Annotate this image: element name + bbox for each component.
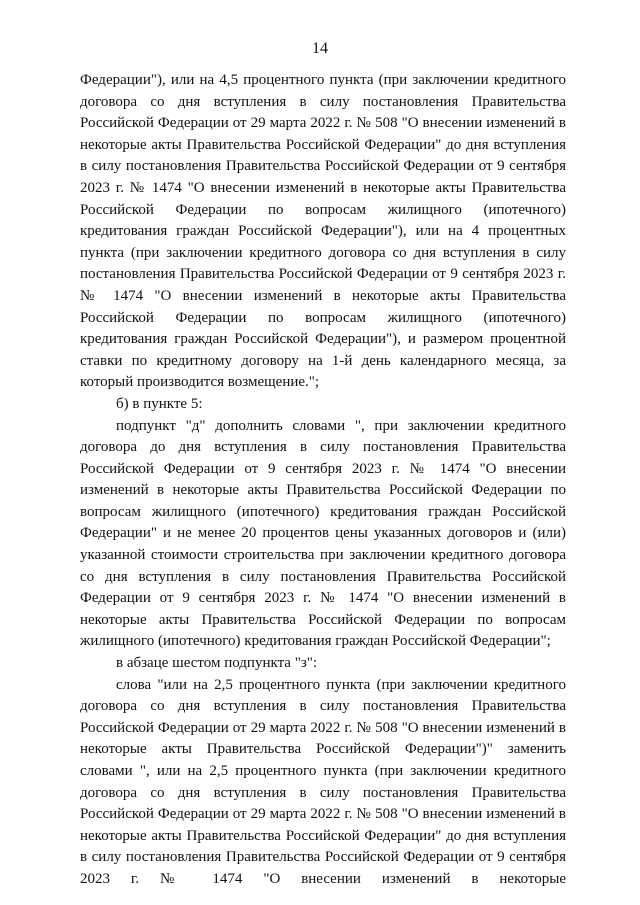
- paragraph-subpoint-d: подпункт "д" дополнить словами ", при заключении кредитного договора до дня вступления в силу постановления Правительства Российской Федерации от 9 сентября 2023 г. № 1474 "О внесении изменений в некоторые акты Правительства Российской Федерации по вопросам жилищного (ипотечного) кредитования граждан Российской Федерации" и не менее 20 процентов цены указанных договоров и (или) указанной стоимости строительства при заключении кредитного договора со дня вступления в силу постановления Правительства Российской Федерации от 9 сентября 2023 г. № 1474 "О внесении изменений в некоторые акты Правительства Российской Федерации по вопросам жилищного (ипотечного) кредитования граждан Российской Федерации";: [80, 417, 566, 650]
- paragraph-replacement-words: слова "или на 2,5 процентного пункта (при заключении кредитного договора со дня вступления в силу постановления Правительства Российской Федерации от 29 марта 2022 г. № 508 "О внесении изменений в некоторые акты Правительства Российской Федерации")" заменить словами ", или на 2,5 процентного пункта (при заключении кредитного договора со дня вступления в силу постановления Правительства Российской Федерации от 29 марта 2022 г. № 508 "О внесении изменений в некоторые акты Правительства Российской Федерации" до дня вступления в силу постановления Правительства Российской Федерации от 9 сентября 2023 г. № 1474 "О внесении изменений в некоторые: [80, 676, 566, 887]
- paragraph-subitem-b: б) в пункте 5:: [116, 395, 203, 412]
- document-body: [80, 70, 566, 891]
- paragraph-paragraph-six: в абзаце шестом подпункта "з":: [116, 655, 318, 672]
- paragraph-continuation: Федерации"), или на 4,5 процентного пункта (при заключении кредитного договора со дня вступления в силу постановления Правительства Российской Федерации от 29 марта 2022 г. № 508 "О внесении изменений в некоторые акты Правительства Российской Федерации" до дня вступления в силу постановления Правительства Российской Федерации от 9 сентября 2023 г. № 1474 "О внесении изменений в некоторые акты Правительства Российской Федерации по вопросам жилищного (ипотечного) кредитования граждан Российской Федерации"), или на 4 процентных пункта (при заключении кредитного договора со дня вступления в силу постановления Правительства Российской Федерации от 9 сентября 2023 г. № 1474 "О внесении изменений в некоторые акты Правительства Российской Федерации по вопросам жилищного (ипотечного) кредитования граждан Российской Федерации"), и размером процентной ставки по кредитному договору на 1-й день календарного месяца, за который производится возмещение.";: [80, 72, 566, 391]
- page-number: 14: [312, 40, 328, 57]
